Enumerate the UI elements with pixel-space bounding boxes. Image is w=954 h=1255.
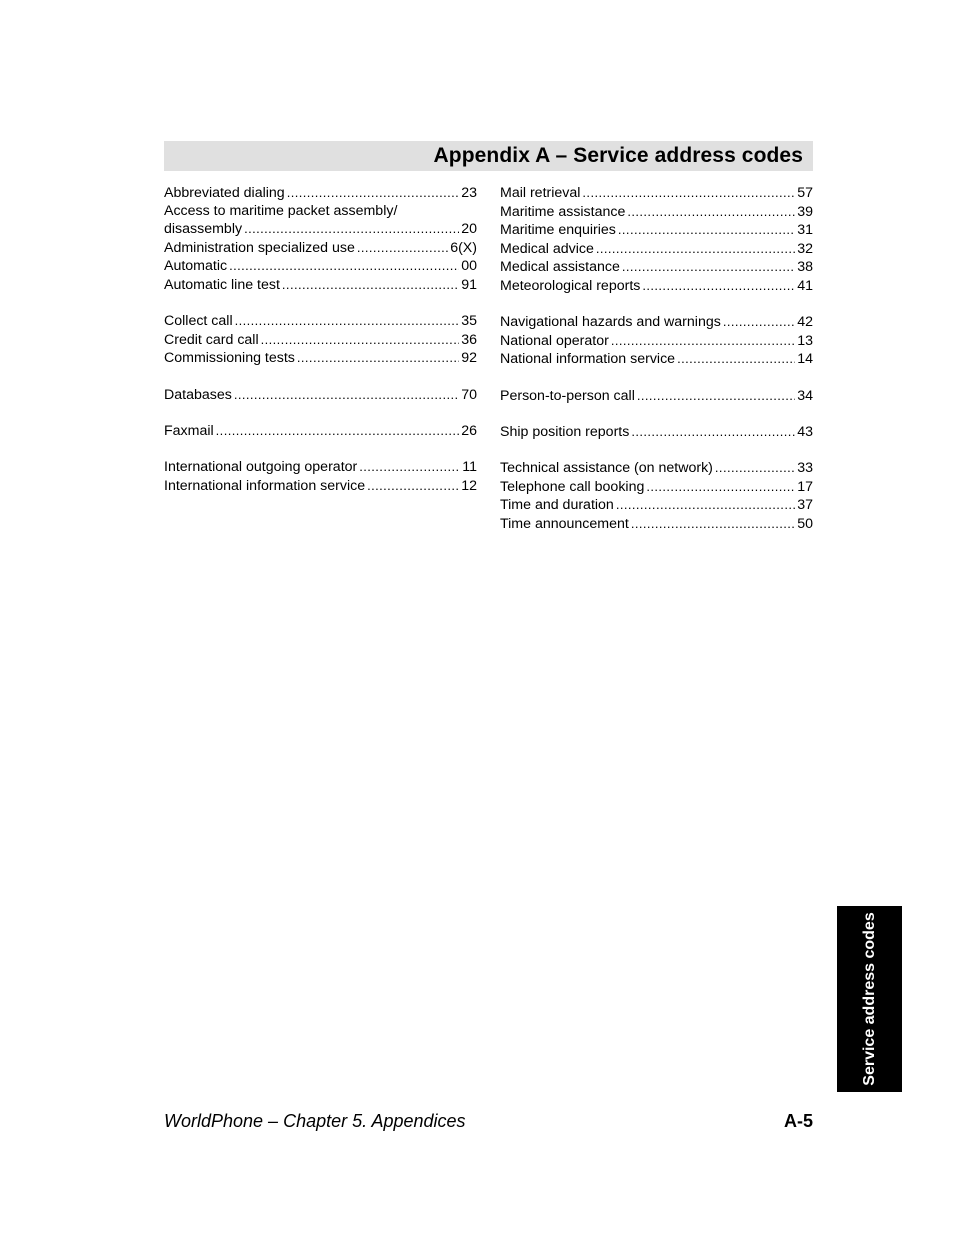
dot-leader (297, 349, 459, 367)
section-title-bar (164, 141, 813, 171)
index-entry (164, 386, 477, 405)
group-spacer (164, 368, 477, 386)
entry-label: Technical assistance (on network) (500, 459, 713, 476)
dot-leader (616, 496, 795, 514)
index-entry (500, 277, 813, 296)
index-entry (500, 350, 813, 369)
dot-leader (357, 239, 448, 257)
group-spacer (500, 405, 813, 423)
group-spacer (164, 295, 477, 313)
dot-leader (234, 386, 459, 404)
index-entry (500, 184, 813, 203)
entry-code: 37 (797, 497, 813, 514)
dot-leader (642, 277, 795, 295)
entry-label: Abbreviated dialing (164, 185, 285, 201)
entry-code: 00 (461, 258, 477, 275)
entry-label: International outgoing operator (164, 458, 358, 475)
group-spacer (500, 369, 813, 387)
index-entry (164, 422, 477, 441)
index-entry (500, 387, 813, 406)
group-spacer (500, 441, 813, 459)
index-column-left (164, 184, 477, 495)
entry-label-line: Access to maritime packet assembly/ (164, 202, 398, 219)
entry-label: Administration specialized use (164, 239, 355, 256)
entry-label: Maritime enquiries (500, 222, 616, 239)
entry-label: Credit card call (164, 331, 259, 348)
index-entry (164, 276, 477, 295)
entry-code: 39 (797, 203, 813, 220)
entry-code: 12 (461, 477, 477, 494)
dot-leader (618, 221, 795, 239)
entry-code: 36 (461, 331, 477, 348)
entry-label: Time announcement (500, 515, 629, 532)
entry-code: 35 (461, 313, 477, 330)
group-spacer (164, 404, 477, 422)
entry-code: 43 (797, 423, 813, 440)
page-title: Appendix A – Service address codes (433, 144, 803, 167)
index-entry (500, 240, 813, 259)
index-entry (500, 258, 813, 277)
entry-code: 50 (797, 515, 813, 532)
entry-code: 14 (797, 351, 813, 368)
index-entry (164, 458, 477, 477)
entry-code: 34 (797, 387, 813, 404)
entry-code: 13 (797, 332, 813, 349)
dot-leader (677, 350, 795, 368)
entry-code: 20 (461, 221, 477, 238)
group-spacer (164, 440, 477, 458)
entry-label: Person-to-person call (500, 387, 635, 404)
entry-code: 41 (797, 277, 813, 294)
entry-label: Collect call (164, 313, 233, 330)
dot-leader (637, 387, 795, 405)
index-entry (500, 515, 813, 534)
dot-leader (261, 331, 460, 349)
dot-leader (229, 257, 459, 275)
index-entry (500, 332, 813, 351)
dot-leader (631, 515, 795, 533)
index-entry (164, 257, 477, 276)
index-entry (500, 459, 813, 478)
dot-leader (596, 240, 795, 258)
entry-label: International information service (164, 477, 366, 494)
entry-code: 70 (461, 386, 477, 403)
entry-label: Mail retrieval (500, 185, 581, 201)
index-entry (500, 203, 813, 222)
dot-leader (723, 313, 795, 331)
entry-code: 6(X) (450, 239, 477, 256)
dot-leader (287, 184, 460, 202)
index-entry (164, 331, 477, 350)
entry-code: 57 (797, 185, 813, 201)
dot-leader (367, 477, 459, 495)
entry-label: Medical assistance (500, 259, 620, 276)
entry-code: 11 (462, 458, 477, 475)
entry-code: 17 (797, 478, 813, 495)
entry-label: National operator (500, 332, 609, 349)
dot-leader (359, 458, 460, 476)
entry-code: 92 (461, 350, 477, 367)
footer-document-title: WorldPhone – Chapter 5. Appendices (164, 1111, 466, 1131)
dot-leader (631, 423, 795, 441)
dot-leader (627, 203, 795, 221)
index-entry (500, 496, 813, 515)
index-entry (164, 312, 477, 331)
index-entry (500, 313, 813, 332)
entry-label: Commissioning tests (164, 350, 295, 367)
entry-code: 91 (461, 276, 477, 293)
index-entry (164, 477, 477, 496)
entry-label: Meteorological reports (500, 277, 641, 294)
index-column-right (500, 184, 813, 533)
chapter-side-tab (837, 906, 902, 1092)
dot-leader (216, 422, 460, 440)
footer-page-number: A-5 (783, 1111, 813, 1131)
index-entry (500, 423, 813, 442)
entry-label: Ship position reports (500, 423, 630, 440)
dot-leader (282, 276, 459, 294)
entry-label: Automatic (164, 258, 228, 275)
entry-label: Time and duration (500, 497, 614, 514)
dot-leader (715, 459, 795, 477)
dot-leader (611, 332, 795, 350)
dot-leader (622, 258, 795, 276)
entry-code: 42 (797, 314, 813, 331)
entry-label: Automatic line test (164, 276, 280, 293)
entry-label: Databases (164, 386, 232, 403)
dot-leader (235, 312, 460, 330)
entry-code: 33 (797, 459, 813, 476)
dot-leader (646, 478, 795, 496)
index-entry (164, 239, 477, 258)
side-tab-label: Service address codes (860, 912, 878, 1086)
index-entry (500, 221, 813, 240)
entry-code: 38 (797, 259, 813, 276)
entry-label: Medical advice (500, 240, 594, 257)
entry-label: National information service (500, 351, 676, 368)
dot-leader (244, 220, 459, 238)
entry-code: 31 (797, 222, 813, 239)
entry-code: 32 (797, 240, 813, 257)
entry-label: disassembly (164, 221, 243, 238)
index-entry (164, 220, 477, 239)
dot-leader (582, 184, 795, 202)
entry-label: Maritime assistance (500, 203, 626, 220)
entry-label: Faxmail (164, 422, 214, 439)
entry-code: 26 (461, 422, 477, 439)
entry-label: Telephone call booking (500, 478, 645, 495)
index-entry (500, 478, 813, 497)
entry-code: 23 (461, 185, 477, 201)
entry-label: Navigational hazards and warnings (500, 314, 721, 331)
index-entry (164, 349, 477, 368)
index-entry (164, 184, 477, 203)
group-spacer (500, 296, 813, 314)
